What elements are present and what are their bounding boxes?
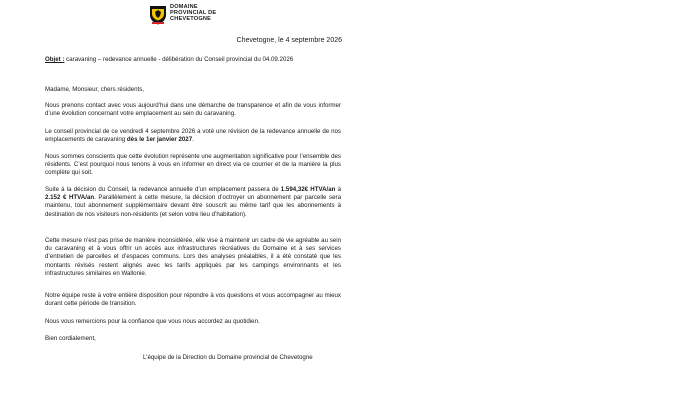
salutation: Madame, Monsieur, chers résidents, <box>45 86 144 93</box>
paragraph-intro: Nous prenons contact avec vous aujourd’hui dans une démarche de transparence et afin de vous informer d’une évolution concernant votre emplacement au sein du caravaning. <box>45 102 341 118</box>
paragraph-awareness: Nous sommes conscients que cette évolution représente une augmentation significative pour l’ensemble des résidents. C’est pourquoi nous tenons à vous en informer en direct via ce courrier et de la manière la plus complète qui soit. <box>45 153 341 177</box>
paragraph-fee-text: Suite à la décision du Conseil, la redevance annuelle d’un emplacement passera de <box>45 186 281 193</box>
new-fee: 2.152 € HTVA/an <box>45 194 95 202</box>
paragraph-vote-text: Le conseil provincial de ce vendredi 4 septembre 2026 a voté une révision de la redevance annuelle de nos emplacements de caravaning <box>45 128 341 144</box>
logo-line-2: PROVINCIAL DE <box>170 9 217 16</box>
paragraph-rationale: Cette mesure n’est pas prise de manière inconsidérée, elle vise à maintenir un cadre de vie agréable au sein du caravaning et à vous offrir un accès aux infrastructures récréatives du Domaine et à ses services d’entretien de parcelles et d’espaces communs. Lors des analyses préalables, il a été constaté que les montants révisés restent alignés avec les tarifs appliqués par les campings environnants et les infrastructures similaires en Wallonie. <box>45 237 341 277</box>
object-text: caravaning – redevance annuelle - délibération du Conseil provincial du 04.09.2026 <box>64 56 294 63</box>
coat-of-arms-icon <box>149 5 167 25</box>
paragraph-fee-to: à <box>335 186 341 193</box>
signature: L’équipe de la Direction du Domaine provincial de Chevetogne <box>143 354 313 361</box>
object-line <box>45 56 341 64</box>
paragraph-vote-end: . <box>192 136 194 144</box>
paragraph-fee-rest: . Parallèlement à cette mesure, la décision d’octroyer un abonnement par parcelle sera maintenu, tout abonnement supplémentaire devant être souscrit au même tarif que les abonnements à destination de nos visiteurs non-résidents (et selon votre lieu d’habitation). <box>45 194 341 218</box>
paragraph-vote <box>45 128 341 144</box>
logo-line-3: CHEVETOGNE <box>170 15 212 22</box>
logo-text <box>170 5 216 22</box>
object-label: Objet : <box>45 56 65 63</box>
paragraph-fee <box>45 186 341 219</box>
paragraph-thanks: Nous vous remercions pour la confiance que vous nous accordez au quotidien. <box>45 318 260 325</box>
date-line: Chevetogne, le 4 septembre 2026 <box>236 37 342 44</box>
effective-date: dès le 1er janvier 2027 <box>126 136 193 144</box>
domain-logo <box>149 5 216 25</box>
old-fee: 1.594,32€ HTVA/an <box>280 186 336 193</box>
paragraph-support: Notre équipe reste à votre entière disposition pour répondre à vos questions et vous accompagner au mieux durant cette période de transition. <box>45 292 341 308</box>
logo-line-1: DOMAINE <box>170 4 198 10</box>
closing: Bien cordialement, <box>45 335 96 342</box>
